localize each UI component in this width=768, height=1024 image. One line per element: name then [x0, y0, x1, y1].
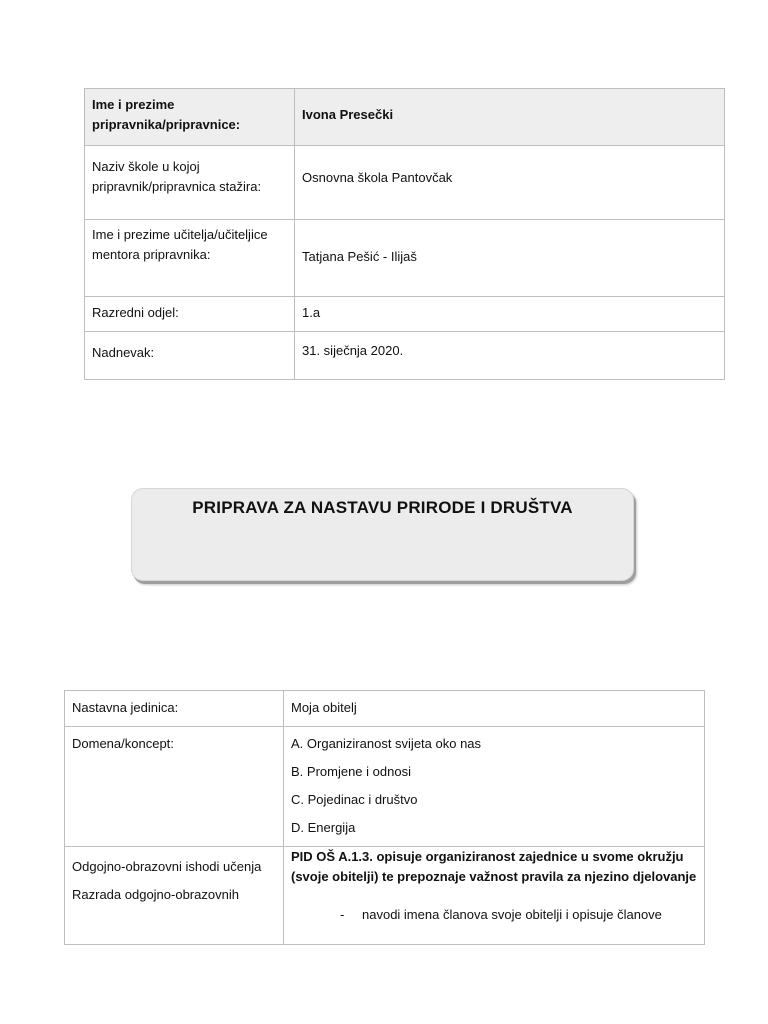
- bullet-dash: -: [340, 907, 345, 922]
- title-box: [131, 488, 634, 581]
- domain-list: [284, 727, 705, 847]
- school-value: Osnovna škola Pantovčak: [295, 146, 725, 220]
- domain-item: B. Promjene i odnosi: [291, 764, 411, 779]
- outcomes-cell: [65, 847, 284, 945]
- trainee-info-table: [84, 88, 725, 380]
- elaboration-label: Razrada odgojno-obrazovnih: [72, 887, 239, 902]
- document-title: PRIPRAVA ZA NASTAVU PRIRODE I DRUŠTVA: [192, 498, 573, 517]
- domain-label: Domena/koncept:: [65, 727, 284, 847]
- domain-item: C. Pojedinac i društvo: [291, 792, 418, 807]
- outcome-text: PID OŠ A.1.3. opisuje organiziranost zajednice u svome okružju (svoje obitelji) te prepoznaje važnost pravila za njezino djelovanje: [291, 849, 697, 884]
- outcome-cell: [284, 847, 705, 945]
- bullet-text: navodi imena članova svoje obitelji i opisuje članove: [362, 907, 662, 922]
- date-label: Nadnevak:: [85, 332, 295, 380]
- domain-item: A. Organiziranost svijeta oko nas: [291, 736, 482, 751]
- table-row: [65, 727, 705, 847]
- unit-value: Moja obitelj: [284, 691, 705, 727]
- table-row: [85, 220, 725, 297]
- domain-item: D. Energija: [291, 820, 356, 835]
- unit-label: Nastavna jedinica:: [65, 691, 284, 727]
- table-row: [85, 297, 725, 332]
- date-value: 31. siječnja 2020.: [295, 332, 725, 380]
- trainee-name-value: Ivona Presečki: [295, 89, 725, 146]
- table-row: [85, 332, 725, 380]
- school-label: Naziv škole u kojoj pripravnik/pripravnica stažira:: [85, 146, 295, 220]
- table-row: [85, 89, 725, 146]
- mentor-label: Ime i prezime učitelja/učiteljice mentora pripravnika:: [85, 220, 295, 297]
- class-value: 1.a: [295, 297, 725, 332]
- table-row: [65, 847, 705, 945]
- table-row: [85, 146, 725, 220]
- bullet-item: [291, 905, 698, 925]
- lesson-plan-table: [64, 690, 705, 945]
- trainee-name-label: Ime i prezime pripravnika/pripravnice:: [85, 89, 295, 146]
- mentor-value: Tatjana Pešić - Ilijaš: [295, 220, 725, 297]
- outcomes-label: Odgojno-obrazovni ishodi učenja: [72, 859, 262, 874]
- class-label: Razredni odjel:: [85, 297, 295, 332]
- table-row: [65, 691, 705, 727]
